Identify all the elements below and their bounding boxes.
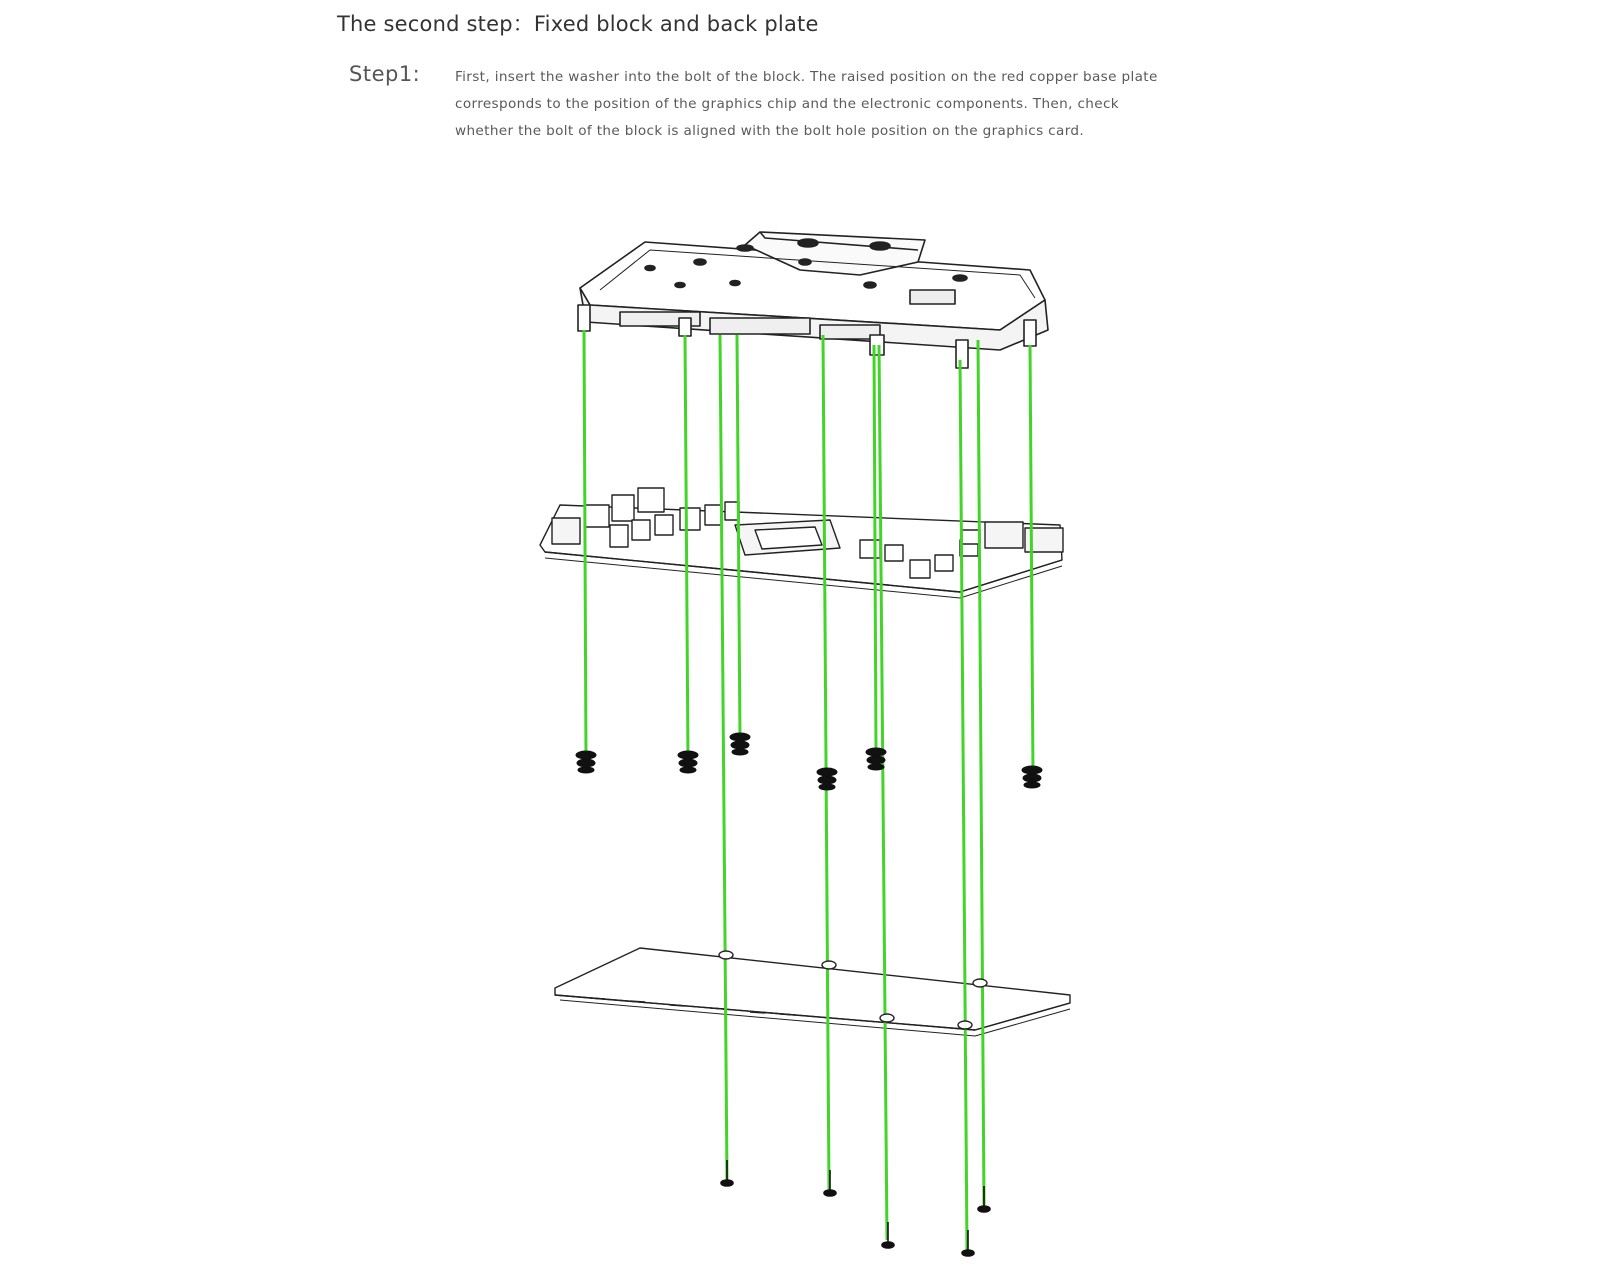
alignment-guides — [584, 330, 1033, 1250]
step-line-1: First, insert the washer into the bolt of the block. The raised position on the red copper base plate — [455, 69, 1158, 85]
backplate-hole-2 — [822, 961, 836, 969]
backplate-hole-3 — [973, 979, 987, 987]
screw-2 — [824, 1170, 836, 1196]
step-label: Step1: — [349, 62, 421, 86]
washer-2 — [678, 751, 698, 773]
washer-1 — [576, 751, 596, 773]
washer-6 — [1022, 766, 1042, 788]
backplate-hole-4 — [880, 1014, 894, 1022]
washers — [576, 733, 1042, 790]
screw-5 — [962, 1230, 974, 1256]
graphics-card-pcb — [540, 488, 1063, 598]
washer-5 — [866, 748, 886, 770]
screw-3 — [978, 1186, 990, 1212]
back-plate — [555, 948, 1070, 1036]
step-line-3: whether the bolt of the block is aligned with the bolt hole position on the graphics card. — [455, 123, 1085, 139]
washer-4 — [817, 768, 837, 790]
screw-1 — [721, 1160, 733, 1186]
screws — [721, 1160, 990, 1256]
washer-3 — [730, 733, 750, 755]
backplate-hole-5 — [958, 1021, 972, 1029]
backplate-hole-1 — [719, 951, 733, 959]
screw-4 — [882, 1222, 894, 1248]
step-line-2: corresponds to the position of the graphics chip and the electronic components. Then, check — [455, 96, 1119, 112]
page-title: The second step：Fixed block and back plate — [337, 12, 819, 36]
